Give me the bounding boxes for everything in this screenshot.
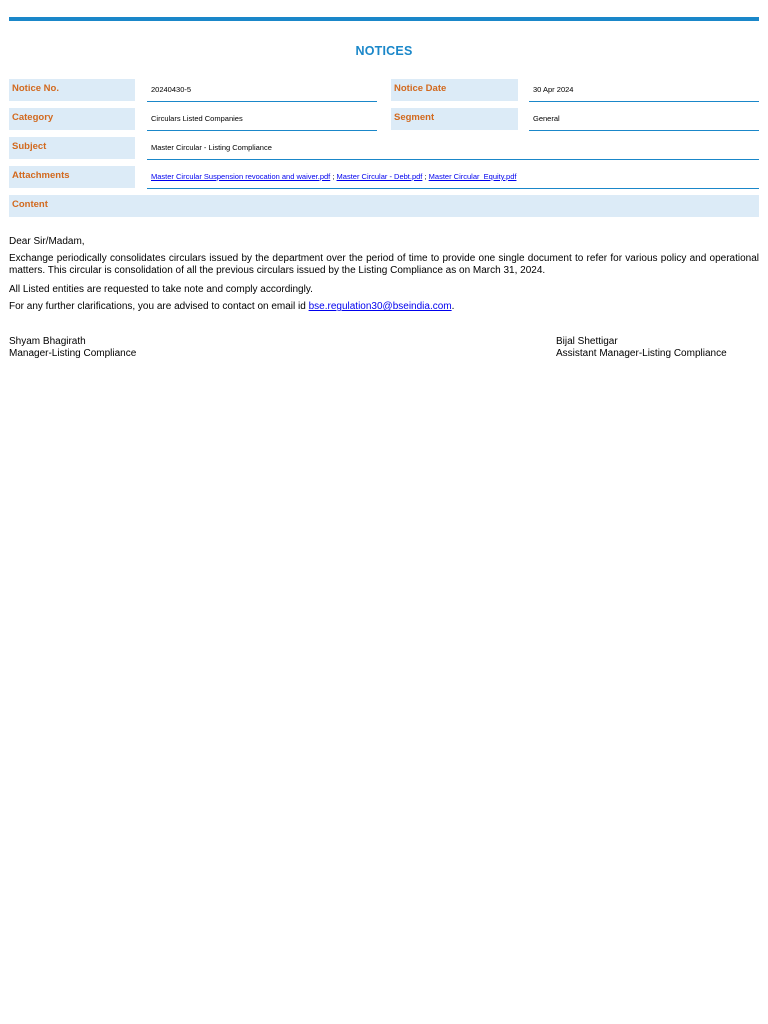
contact-text: For any further clarifications, you are advised to contact on email id xyxy=(9,301,309,312)
signatory-title: Assistant Manager-Listing Compliance xyxy=(556,348,727,359)
top-accent-bar xyxy=(9,17,759,21)
segment-value: General xyxy=(529,109,759,131)
signatory-right xyxy=(556,336,727,360)
segment-label: Segment xyxy=(391,108,518,130)
signatory-name: Shyam Bhagirath xyxy=(9,336,86,347)
notice-date-value: 30 Apr 2024 xyxy=(529,80,759,102)
paragraph-contact xyxy=(9,301,759,313)
attachment-link-equity[interactable]: Master Circular_Equity.pdf xyxy=(428,172,517,181)
notice-no-value: 20240430-5 xyxy=(147,80,377,102)
page-title: NOTICES xyxy=(355,44,413,58)
attachment-link-suspension-revocation[interactable]: Master Circular Suspension revocation and waiver.pdf xyxy=(151,172,331,181)
signatory-title: Manager-Listing Compliance xyxy=(9,348,137,359)
paragraph-comply: All Listed entities are requested to take note and comply accordingly. xyxy=(9,284,313,295)
attachments-value xyxy=(147,167,759,189)
notice-date-label: Notice Date xyxy=(391,79,518,101)
email-link[interactable]: bse.regulation30@bseindia.com xyxy=(308,301,452,312)
attachments-label: Attachments xyxy=(9,166,135,188)
category-label: Category xyxy=(9,108,135,130)
subject-value: Master Circular - Listing Compliance xyxy=(147,138,759,160)
salutation: Dear Sir/Madam, xyxy=(9,236,85,247)
notice-no-label: Notice No. xyxy=(9,79,135,101)
content-label: Content xyxy=(9,195,759,217)
attachment-separator: ; xyxy=(330,172,337,181)
paragraph-consolidation: Exchange periodically consolidates circulars issued by the department over the period of time to provide one single document to refer for various policy and operational matters. This circular is consolidation of all the previous circulars issued by the Listing Compliance as on March 31, 2024. xyxy=(9,253,759,276)
subject-label: Subject xyxy=(9,137,135,159)
contact-text-end: . xyxy=(451,301,455,312)
category-value: Circulars Listed Companies xyxy=(147,109,377,131)
signatory-left xyxy=(9,336,136,360)
attachment-separator: ; xyxy=(422,172,429,181)
signatory-name: Bijal Shettigar xyxy=(556,336,618,347)
attachment-link-debt[interactable]: Master Circular - Debt.pdf xyxy=(336,172,423,181)
